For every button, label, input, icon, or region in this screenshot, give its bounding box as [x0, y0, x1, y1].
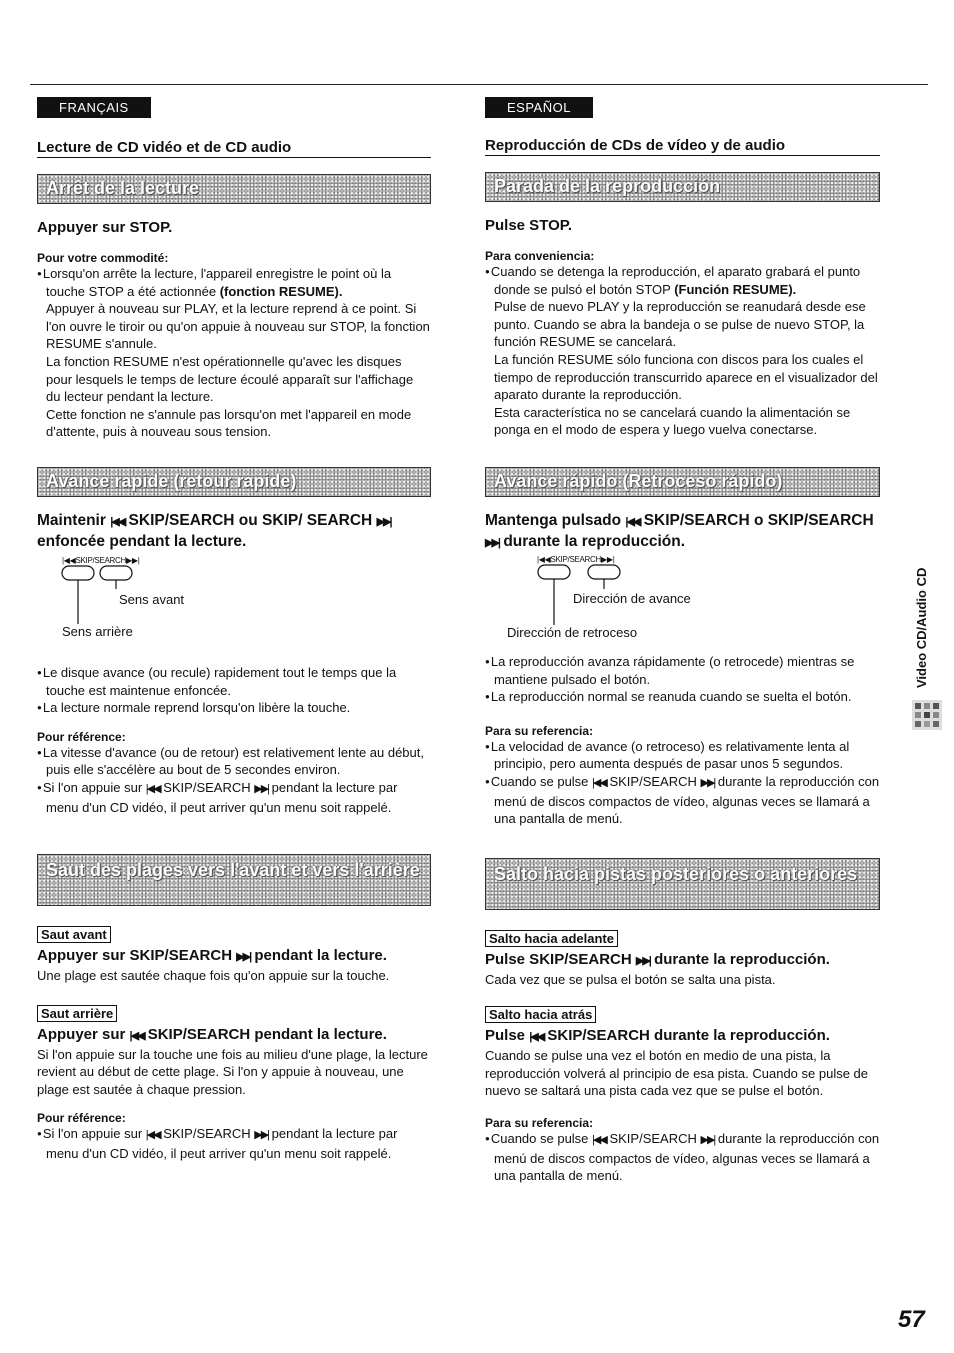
note-heading-fr: Pour votre commodité: [37, 251, 169, 265]
side-tab [902, 548, 942, 738]
diagram-label-top-fr: |◀◀SKIP/SEARCH▶▶| [62, 555, 140, 565]
search-note-2-fr: ● Si l'on appuie sur |◀◀ SKIP/SEARCH ▶▶| pendant la lecture par menu d'un CD vidéo, il peut arriver qu'un menu soit rappelé. [37, 779, 431, 816]
section-band-search-fr: Avance rapide (retour rapide) [37, 467, 431, 497]
section-band-skip-fr: Saut des plages vers l'avant et vers l'arrière [37, 854, 431, 906]
resume-note-es: ● Cuando se detenga la reproducción, el aparato grabará el punto donde se pulsó el botón STOP (Función RESUME). [485, 263, 880, 298]
skip-forward-label-fr: Saut avant [37, 926, 111, 943]
top-rule [30, 84, 928, 85]
note-heading-skip-es: Para su referencia: [485, 1116, 594, 1131]
heading-stop-fr: Appuyer sur STOP. [37, 219, 173, 236]
resume-p4-fr: Cette fonction ne s'annule pas lorsqu'on met l'appareil en mode d'attente, puis à nouveau sous tension. [46, 406, 412, 440]
skip-forward-text-es: Cada vez que se pulsa el botón se salta una pista. [485, 971, 776, 987]
resume-p2-es: Pulse de nuevo PLAY y la reproducción se reanudará desde ese punto. Cuando se abra la bandeja o se pulse de nuevo STOP, la función RESUME se cancelará. [494, 299, 866, 350]
search-note-1-fr: ● La vitesse d'avance (ou de retour) est relativement lente au début, puis elle s'accélère au bout de 5 secondes environ. [37, 744, 431, 779]
section-subtitle-fr: Lecture de CD vidéo et de CD audio [37, 139, 431, 158]
resume-p3-fr: La fonction RESUME n'est opérationnelle qu'avec les disques pour lesquels le temps de lecture écoulé apparaît sur l'affichage du lecteur pendant la lecture. [46, 353, 414, 405]
side-tab-label: Video CD/Audio CD [914, 567, 929, 688]
search-bullet-2-fr: ● La lecture normale reprend lorsqu'on libère la touche. [37, 699, 431, 717]
diagram-back-label-es: Dirección de retroceso [507, 624, 638, 640]
section-band-stop-es: Parada de la reproducción [485, 172, 880, 202]
resume-p3-es: La función RESUME sólo funciona con discos para los cuales el tiempo de reproducción transcurrido aparece en el visualizador del aparato durante la reproducción. [494, 351, 878, 403]
heading-skip-back-fr: Appuyer sur |◀◀ SKIP/SEARCH pendant la lecture. [37, 1025, 387, 1043]
language-tab-french: FRANÇAIS [37, 97, 151, 118]
skip-forward-label-es: Salto hacia adelante [485, 930, 618, 947]
resume-p4-es: Esta característica no se cancelará cuando la alimentación se ponga en el modo de espera y luego vuelva conectarse. [494, 404, 851, 438]
diagram-label-top-es: |◀◀SKIP/SEARCH▶▶| [537, 554, 615, 564]
skip-back-text-es: Cuando se pulse una vez el botón en medio de una pista, la reproducción volverá al principio de esa pista. Cuando se pulse de nuevo se saltará una pista cada vez que se pulse el botón. [485, 1048, 869, 1099]
skip-back-label-es: Salto hacia atrás [485, 1006, 596, 1023]
section-band-stop-fr: Arrêt de la lecture [37, 174, 431, 204]
diagram-back-label-fr: Sens arrière [62, 623, 133, 639]
skip-forward-text-fr: Une plage est sautée chaque fois qu'on appuie sur la touche. [37, 968, 390, 984]
skip-back-icon: |◀◀ [110, 515, 125, 528]
skip-note-es: ● Cuando se pulse |◀◀ SKIP/SEARCH ▶▶| durante la reproducción con menú de discos compactos de vídeo, algunas veces se llamará a una pantalla de menú. [485, 1130, 880, 1185]
heading-search-fr: Maintenir |◀◀ SKIP/SEARCH ou SKIP/ SEARCH ▶▶| enfoncée pendant la lecture. [37, 511, 391, 550]
section-band-skip-es: Salto hacia pistas posteriores o anteriores [485, 858, 880, 910]
search-bullet-2-es: ● La reproducción normal se reanuda cuando se suelta el botón. [485, 688, 880, 706]
resume-p2-fr: Appuyer à nouveau sur PLAY, et la lecture reprend à ce point. Si l'on ouvre le tiroir ou qu'on appuie à nouveau sur STOP, la fonction RESUME s'annule. [46, 301, 430, 352]
page-number: 57 [898, 1306, 925, 1333]
diagram-forward-label-fr: Sens avant [119, 591, 185, 607]
search-bullet-1-fr: ● Le disque avance (ou recule) rapidement tout le temps que la touche est maintenue enfoncée. [37, 664, 431, 699]
column-spanish [485, 97, 880, 1185]
heading-search-es: Mantenga pulsado |◀◀ SKIP/SEARCH o SKIP/SEARCH ▶▶| durante la reproducción. [485, 511, 874, 550]
button-diagram-es [485, 553, 880, 653]
resume-note-fr: ● Lorsqu'on arrête la lecture, l'appareil enregistre le point où la touche STOP a été actionnée (fonction RESUME). [37, 265, 431, 300]
heading-stop-es: Pulse STOP. [485, 217, 572, 234]
diagram-forward-label-es: Dirección de avance [573, 590, 691, 606]
column-french [37, 97, 431, 1163]
note-heading-es: Para conveniencia: [485, 249, 595, 263]
heading-skip-forward-fr: Appuyer sur SKIP/SEARCH ▶▶| pendant la lecture. [37, 947, 387, 965]
search-note-1-es: ● La velocidad de avance (o retroceso) es relativamente lenta al principio, pero aumenta después de pasar unos 5 segundos. [485, 738, 880, 773]
note-heading-search-fr: Pour référence: [37, 729, 126, 744]
search-bullet-1-es: ● La reproducción avanza rápidamente (o retrocede) mientras se mantiene pulsado el botón. [485, 653, 880, 688]
skip-forward-icon: ▶▶| [376, 515, 391, 528]
note-heading-skip-fr: Pour référence: [37, 1111, 126, 1126]
section-subtitle-es: Reproducción de CDs de vídeo y de audio [485, 137, 880, 156]
skip-back-label-fr: Saut arrière [37, 1005, 117, 1022]
search-note-2-es: ● Cuando se pulse |◀◀ SKIP/SEARCH ▶▶| durante la reproducción con menú de discos compactos de vídeo, algunas veces se llamará a una pantalla de menú. [485, 773, 880, 828]
skip-note-fr: ● Si l'on appuie sur |◀◀ SKIP/SEARCH ▶▶| pendant la lecture par menu d'un CD vidéo, il peut arriver qu'un menu soit rappelé. [37, 1125, 431, 1162]
button-diagram-fr [37, 552, 431, 664]
heading-skip-forward-es: Pulse SKIP/SEARCH ▶▶| durante la reproducción. [485, 950, 830, 968]
side-tab-pattern [912, 700, 942, 730]
section-band-search-es: Avance rápido (Retroceso rápido) [485, 467, 880, 497]
language-tab-spanish: ESPAÑOL [485, 97, 593, 118]
note-heading-search-es: Para su referencia: [485, 723, 594, 738]
skip-back-text-fr: Si l'on appuie sur la touche une fois au milieu d'une plage, la lecture revient au début de cette plage. Si l'on y appuie à nouveau, une plage est sautée à chaque pression. [37, 1046, 428, 1097]
heading-skip-back-es: Pulse |◀◀ SKIP/SEARCH durante la reproducción. [485, 1027, 830, 1045]
